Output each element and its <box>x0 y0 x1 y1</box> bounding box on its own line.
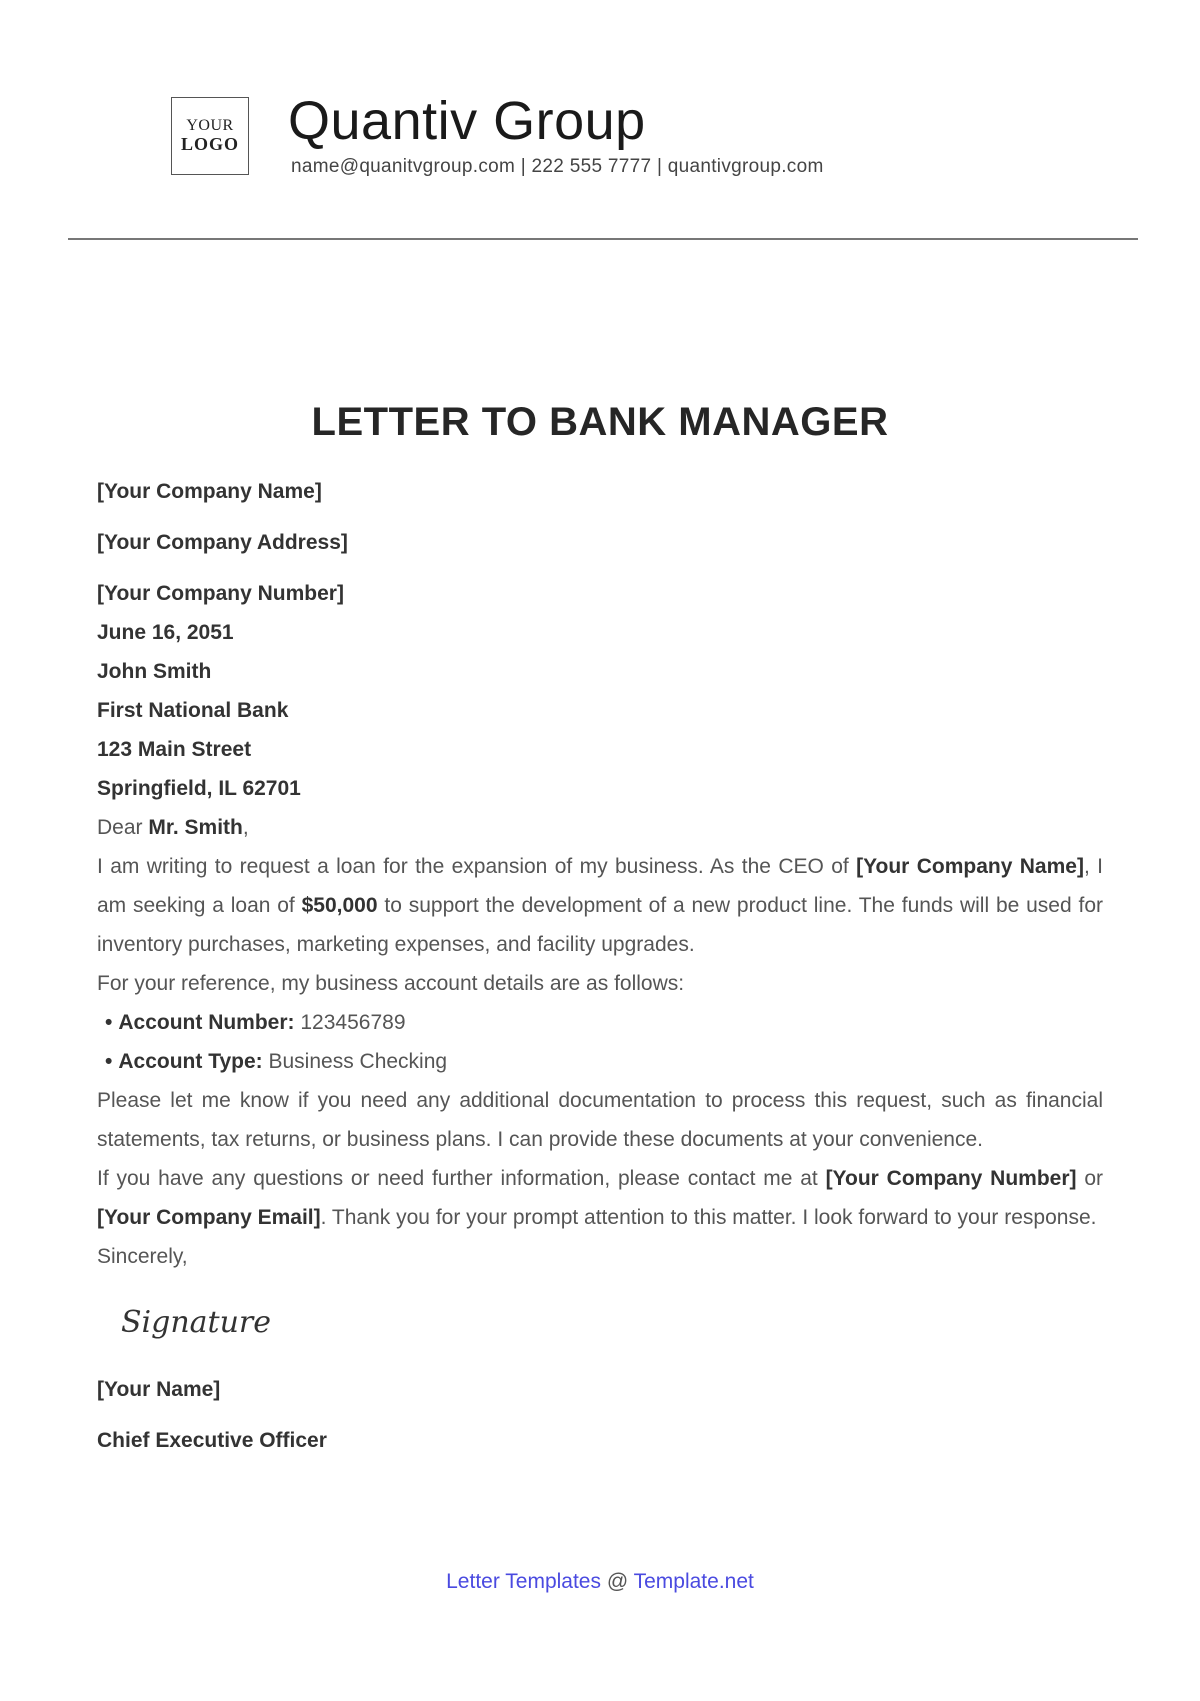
para1-text-1: I am writing to request a loan for the expansion of my business. As the CEO of <box>97 855 857 878</box>
greeting-suffix: , <box>242 816 249 839</box>
para1-company-name: [Your Company Name] <box>856 855 1084 878</box>
company-contact-line: name@quanitvgroup.com | 222 555 7777 | quantivgroup.com <box>291 156 824 177</box>
account-type-label: Account Type: <box>118 1050 263 1073</box>
bullet-dot: • <box>105 1050 113 1073</box>
footer-separator: @ <box>601 1570 634 1593</box>
recipient-bank: First National Bank <box>97 699 289 722</box>
letter-templates-link[interactable]: Letter Templates <box>446 1570 601 1593</box>
signoff-title: Chief Executive Officer <box>97 1429 327 1452</box>
footer-credit <box>0 1570 1200 1594</box>
document-title: LETTER TO BANK MANAGER <box>311 400 889 444</box>
greeting-prefix: Dear <box>97 816 149 839</box>
paragraph-contact <box>97 1159 1103 1237</box>
header-divider <box>68 238 1138 240</box>
sender-company-number: [Your Company Number] <box>97 582 344 605</box>
bullet-dot: • <box>105 1011 113 1034</box>
company-name-heading: Quantiv Group <box>288 91 646 151</box>
logo-text-bottom: LOGO <box>180 133 239 154</box>
para4-company-number: [Your Company Number] <box>825 1167 1077 1190</box>
signature-image <box>117 1292 277 1350</box>
greeting <box>97 808 1103 847</box>
template-net-link[interactable]: Template.net <box>633 1570 754 1593</box>
list-item <box>97 1042 1103 1081</box>
account-details-list <box>97 1003 1103 1081</box>
para4-text-2: or <box>1076 1167 1103 1190</box>
logo-text-top: YOUR <box>186 117 234 135</box>
paragraph-documentation: Please let me know if you need any additional documentation to process this request, such as financial statements, tax returns, or business plans. I can provide these documents at your convenience. <box>97 1089 1103 1151</box>
sender-company-address: [Your Company Address] <box>97 531 348 554</box>
letter-body <box>97 472 1103 1460</box>
signature-script: Signature <box>121 1305 272 1340</box>
recipient-name: John Smith <box>97 660 212 683</box>
greeting-name: Mr. Smith <box>148 816 243 839</box>
para1-text-2: , I am seeking a loan of <box>97 855 1103 917</box>
para4-text-3: . Thank you for your prompt attention to this matter. I look forward to your response. <box>320 1206 1097 1229</box>
list-item <box>97 1003 1103 1042</box>
para1-text-3: to support the development of a new product line. The funds will be used for inventory purchases, marketing expenses, and facility upgrades. <box>97 894 1104 956</box>
company-logo-placeholder <box>171 97 249 175</box>
signoff-name: [Your Name] <box>97 1378 221 1401</box>
para4-text-1: If you have any questions or need further information, please contact me at <box>97 1167 826 1190</box>
recipient-city: Springfield, IL 62701 <box>97 777 301 800</box>
recipient-street: 123 Main Street <box>97 738 252 761</box>
closing-salutation: Sincerely, <box>97 1245 188 1268</box>
para1-loan-amount: $50,000 <box>301 894 378 917</box>
letter-date: June 16, 2051 <box>97 621 234 644</box>
account-type-value: Business Checking <box>262 1050 448 1073</box>
paragraph-account-intro: For your reference, my business account details are as follows: <box>97 972 685 995</box>
sender-company-name: [Your Company Name] <box>97 480 322 503</box>
para4-company-email: [Your Company Email] <box>97 1206 321 1229</box>
account-number-value: 123456789 <box>294 1011 406 1034</box>
paragraph-loan-request <box>97 847 1103 964</box>
account-number-label: Account Number: <box>118 1011 295 1034</box>
